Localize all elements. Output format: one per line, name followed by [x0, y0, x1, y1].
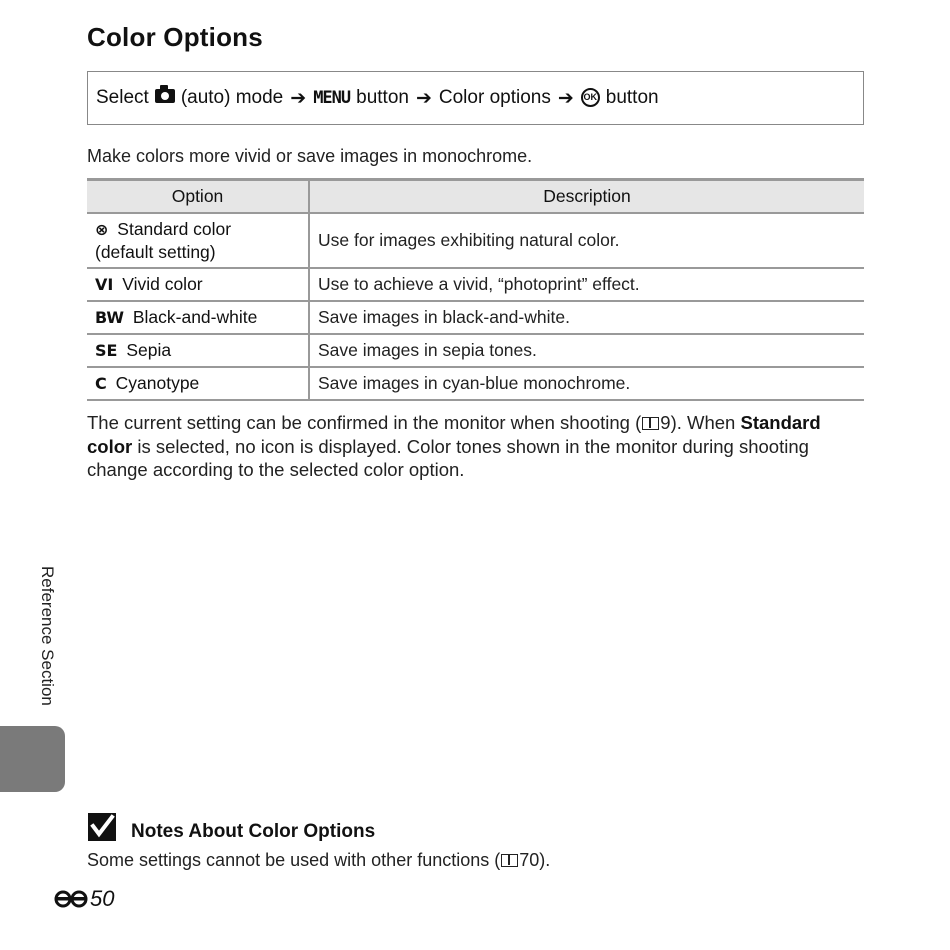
- check-note-icon: [88, 813, 116, 841]
- reference-section-icon: [54, 889, 88, 909]
- table-row: [87, 268, 864, 301]
- arrow-right-icon: ➔: [557, 87, 574, 109]
- description-cell: Save images in black-and-white.: [309, 301, 864, 334]
- page-number: [54, 886, 114, 912]
- notes-text: [87, 850, 550, 871]
- option-cell: [87, 213, 309, 268]
- side-section-tab: [0, 726, 65, 792]
- option-cell: [87, 367, 309, 400]
- header-option: Option: [87, 180, 309, 214]
- body-text-bold: Standard color: [87, 412, 821, 457]
- menu-button-glyph: MENU: [313, 88, 351, 108]
- description-cell: Use for images exhibiting natural color.: [309, 213, 864, 268]
- standard-color-icon: ⊗: [95, 220, 109, 239]
- arrow-right-icon: ➔: [290, 87, 307, 109]
- table-row: [87, 213, 864, 268]
- nav-button-text-2: button: [605, 87, 659, 108]
- side-section-label: Reference Section: [38, 566, 57, 706]
- description-cell: Save images in cyan-blue monochrome.: [309, 367, 864, 400]
- description-cell: Save images in sepia tones.: [309, 334, 864, 367]
- page-number-text: 50: [90, 886, 115, 911]
- nav-button-text: button: [356, 87, 409, 108]
- black-and-white-icon: BW: [95, 308, 124, 327]
- body-text-ref: 9). When: [660, 412, 741, 433]
- option-label: Cyanotype: [115, 373, 200, 393]
- table-row: [87, 334, 864, 367]
- option-label: Sepia: [126, 340, 172, 360]
- vivid-color-icon: VI: [95, 275, 114, 294]
- option-label: Vivid color: [122, 274, 203, 294]
- arrow-right-icon: ➔: [415, 87, 432, 109]
- option-cell: [87, 334, 309, 367]
- table-row: [87, 367, 864, 400]
- body-paragraph: [87, 411, 867, 482]
- body-text-part1: The current setting can be confirmed in the monitor when shooting (: [87, 412, 642, 433]
- sepia-icon: SE: [95, 341, 118, 360]
- notes-text-part1: Some settings cannot be used with other functions (: [87, 850, 501, 870]
- option-cell: [87, 301, 309, 334]
- color-options-table: [87, 178, 864, 401]
- book-reference-icon: [642, 417, 659, 430]
- nav-select-text: Select: [96, 87, 149, 108]
- table-row: [87, 301, 864, 334]
- camera-icon: [155, 89, 175, 103]
- notes-heading: Notes About Color Options: [131, 821, 376, 842]
- navigation-path-box: [87, 71, 864, 125]
- cyanotype-icon: C: [95, 374, 107, 393]
- body-text-part2: is selected, no icon is displayed. Color tones shown in the monitor during shooting change according to the selected color option.: [87, 435, 809, 480]
- option-label: Black-and-white: [132, 307, 258, 327]
- description-cell: Use to achieve a vivid, “photoprint” effect.: [309, 268, 864, 301]
- notes-text-part2: 70).: [519, 850, 551, 870]
- book-reference-icon: [501, 854, 518, 867]
- intro-text: Make colors more vivid or save images in monochrome.: [87, 146, 533, 166]
- nav-mode-text: (auto) mode: [180, 87, 284, 108]
- page-title: Color Options: [87, 22, 263, 52]
- option-cell: [87, 268, 309, 301]
- header-description: Description: [309, 180, 864, 214]
- nav-color-options-text: Color options: [438, 87, 551, 108]
- option-sublabel: (default setting): [95, 242, 216, 262]
- option-label: Standard color: [117, 219, 232, 239]
- ok-button-icon: OK: [581, 88, 600, 107]
